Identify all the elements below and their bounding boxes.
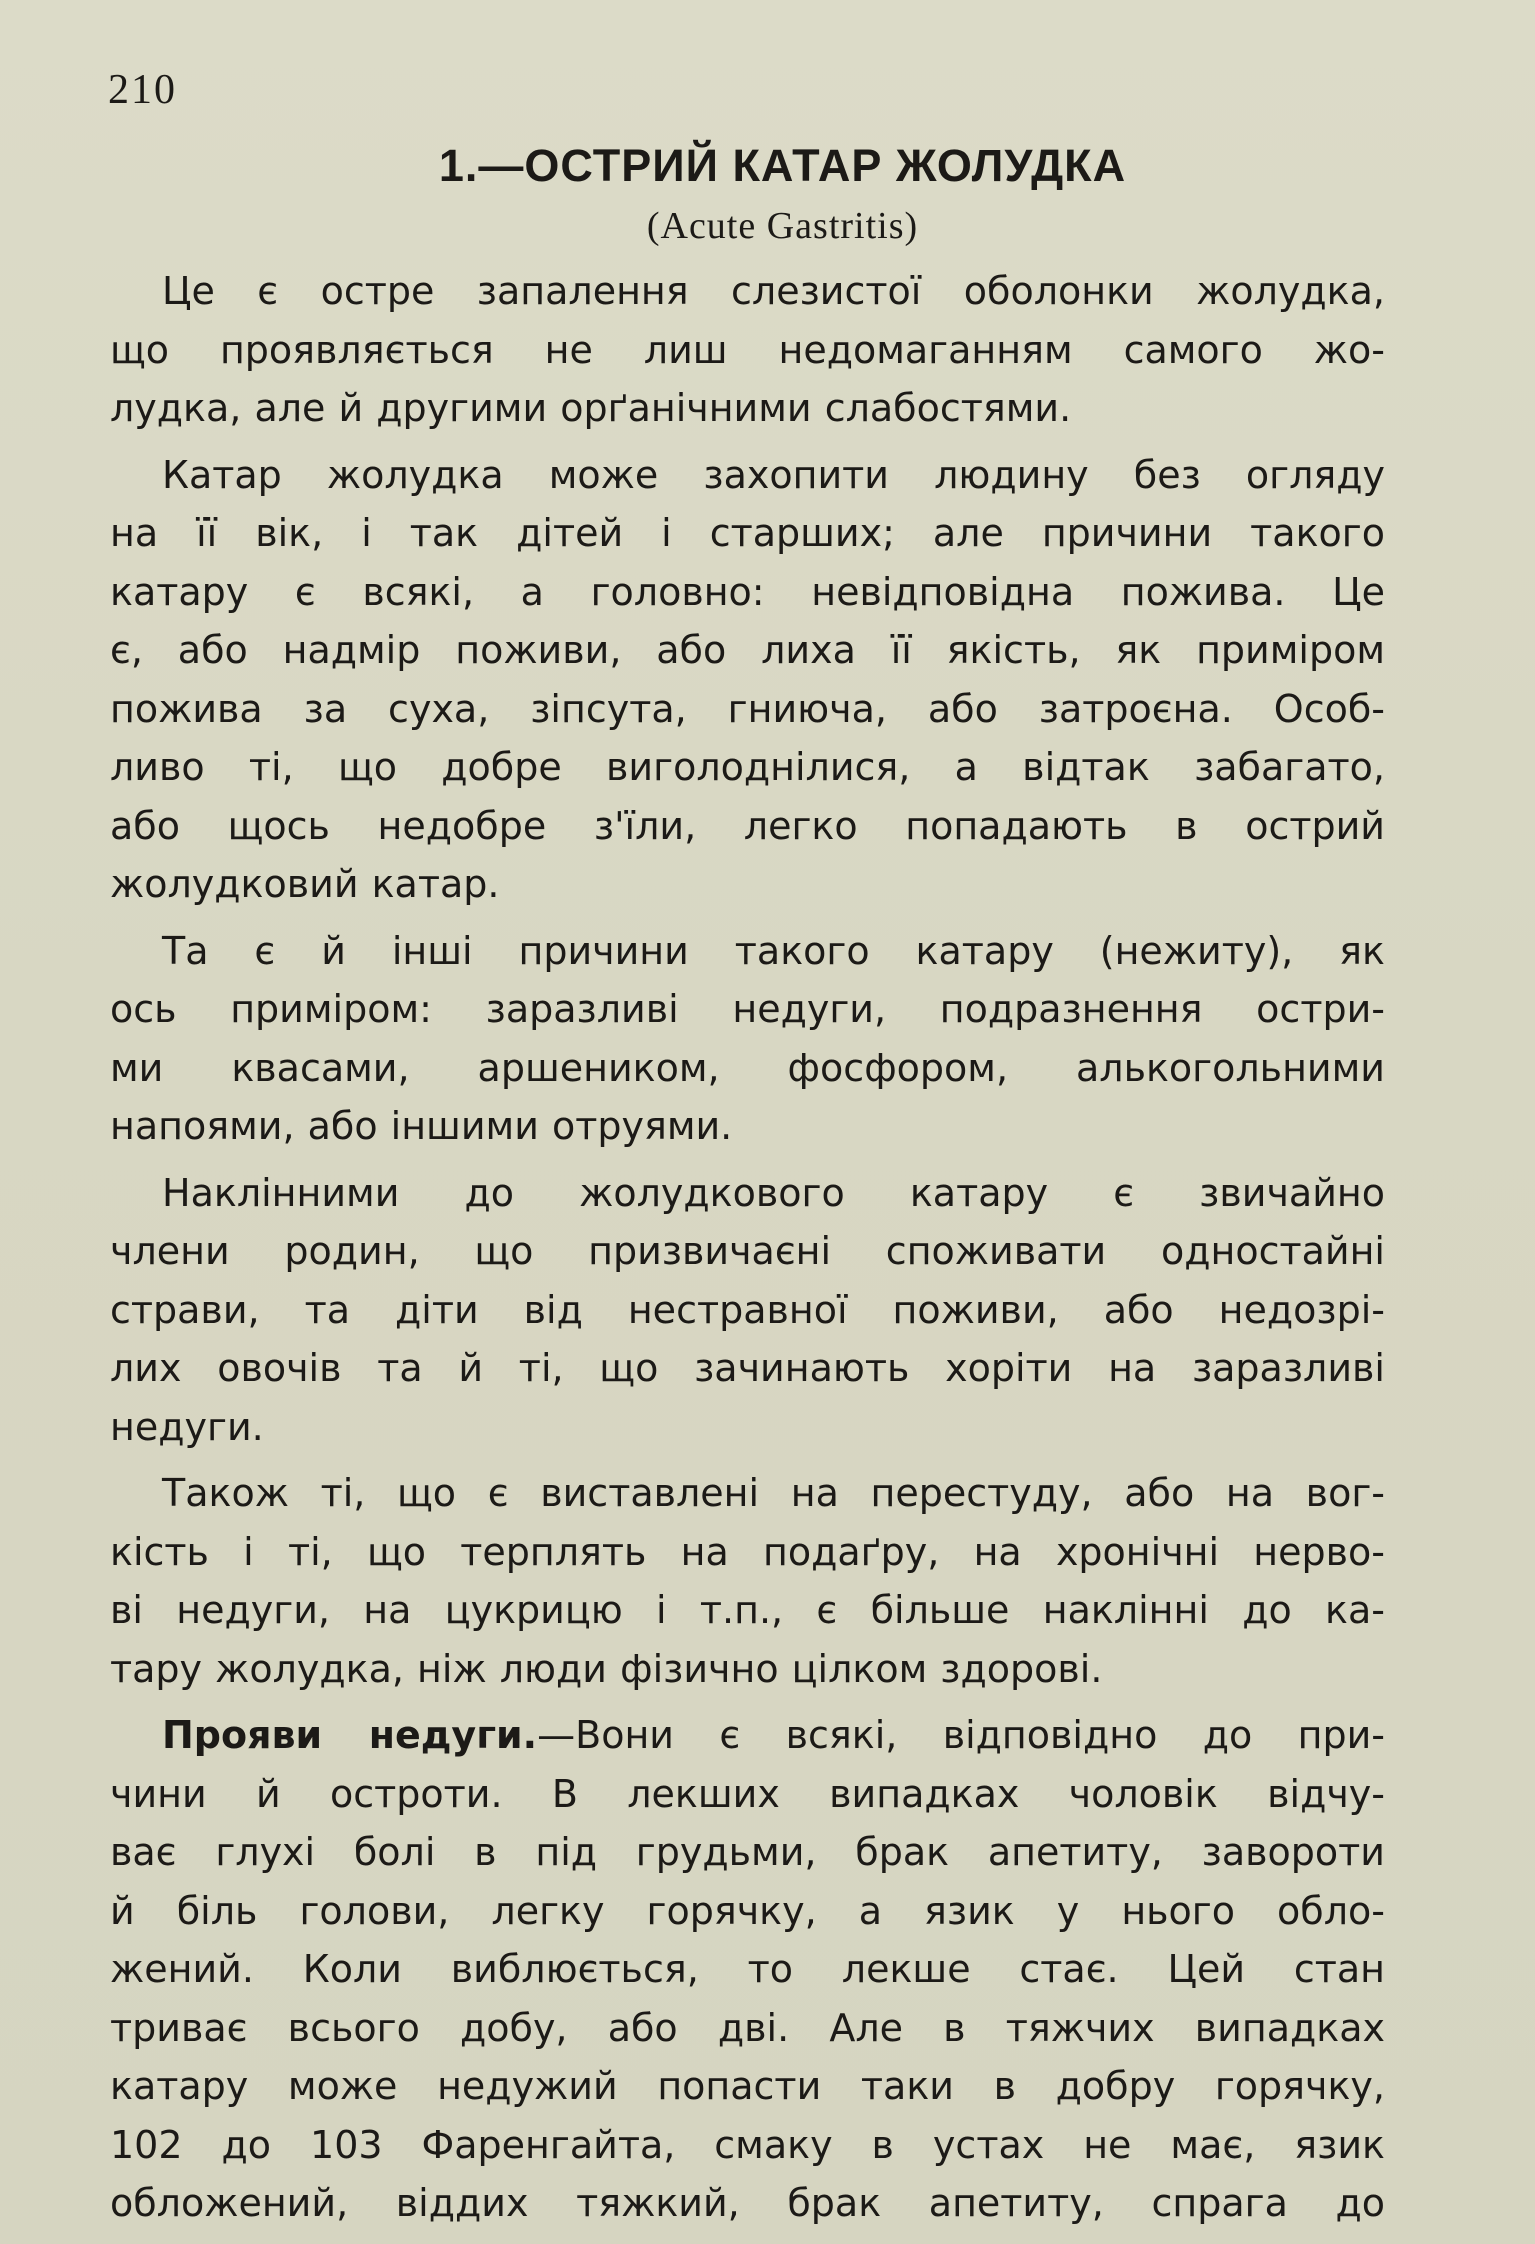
text-line: тару жолудка, ніж люди фізично цілком здорові. xyxy=(110,1646,1103,1691)
text-line: ось приміром: заразливі недуги, подразнення остри- xyxy=(110,987,1385,1031)
text-line: лудка, але й другими орґанічними слабостями. xyxy=(110,386,1072,430)
text-line: Катар жолудка може захопити людину без огляду xyxy=(162,452,1385,497)
paragraph xyxy=(110,922,1385,1156)
text-line: жений. Коли виблюється, то лекше стає. Цей стан xyxy=(110,1947,1385,1991)
text-line: пожива за суха, зіпсута, гниюча, або затроєна. Особ- xyxy=(110,686,1385,731)
run-in-heading: Прояви недуги. xyxy=(162,1713,538,1757)
text-line: на її вік, і так дітей і старших; але причини такого xyxy=(110,511,1385,555)
body-text xyxy=(110,262,1385,2233)
text-line: Та є й інші причини такого катару (нежиту), як xyxy=(162,928,1385,973)
text-line: Це є остре запалення слезистої оболонки жолудка, xyxy=(162,269,1385,313)
text-line: триває всього добу, або дві. Але в тяжчих випадках xyxy=(110,2005,1385,2050)
text-line xyxy=(110,1706,1385,1765)
paragraph xyxy=(110,1706,1385,2233)
text-line: недуги. xyxy=(110,1404,264,1449)
text-line: ливо ті, що добре виголоднілися, а відтак забагато, xyxy=(110,745,1385,789)
text-line: напоями, або іншими отруями. xyxy=(110,1104,733,1148)
text-line: кість і ті, що терплять на подаґру, на хронічні нерво- xyxy=(110,1529,1385,1574)
page-number: 210 xyxy=(108,67,177,113)
text-line: що проявляється не лиш недомаганням самого жо- xyxy=(110,327,1385,372)
text-run: —Вони є всякі, відповідно до при- xyxy=(537,1713,1385,1757)
text-line: є, або надмір поживи, або лиха її якість, як приміром xyxy=(110,628,1385,672)
text-line: лих овочів та й ті, що зачинають хоріти на заразливі xyxy=(110,1346,1385,1390)
text-line: ми квасами, аршеником, фосфором, алькогольними xyxy=(110,1045,1385,1090)
section-subheading: (Acute Gastritis) xyxy=(646,205,919,247)
text-line: Також ті, що є виставлені на перестуду, або на вог- xyxy=(162,1471,1385,1515)
paragraph xyxy=(110,262,1385,438)
text-line: 102 до 103 Фаренгайта, смаку в устах не має, язик xyxy=(110,2122,1385,2167)
text-line: й біль голови, легку горячку, а язик у нього обло- xyxy=(110,1888,1385,1933)
text-line: ває глухі болі в під грудьми, брак апетиту, завороти xyxy=(110,1830,1385,1874)
text-line: Наклінними до жолудкового катару є звичайно xyxy=(162,1170,1385,1215)
text-line: катару може недужий попасти таки в добру горячку, xyxy=(110,2064,1385,2108)
section-heading: 1.—ОСТРИЙ КАТАР ЖОЛУДКА xyxy=(438,140,1127,191)
text-line: катару є всякі, а головно: невідповідна пожива. Це xyxy=(110,569,1385,614)
text-line: обложений, віддих тяжкий, брак апетиту, спрага до xyxy=(110,2181,1385,2225)
text-line: чини й остроти. В лекших випадках чоловік відчу- xyxy=(110,1771,1385,1816)
text-line: ві недуги, на цукрицю і т.п., є більше наклінні до ка- xyxy=(110,1588,1385,1632)
paragraph xyxy=(110,1164,1385,1457)
text-line: або щось недобре з'їли, легко попадають в острий xyxy=(110,803,1385,848)
text-line: жолудковий катар. xyxy=(110,862,500,906)
paragraph xyxy=(110,446,1385,914)
text-line: страви, та діти від нестравної поживи, або недозрі- xyxy=(110,1287,1385,1332)
paragraph xyxy=(110,1464,1385,1698)
text-line: члени родин, що призвичаєні споживати одностайні xyxy=(110,1229,1385,1273)
